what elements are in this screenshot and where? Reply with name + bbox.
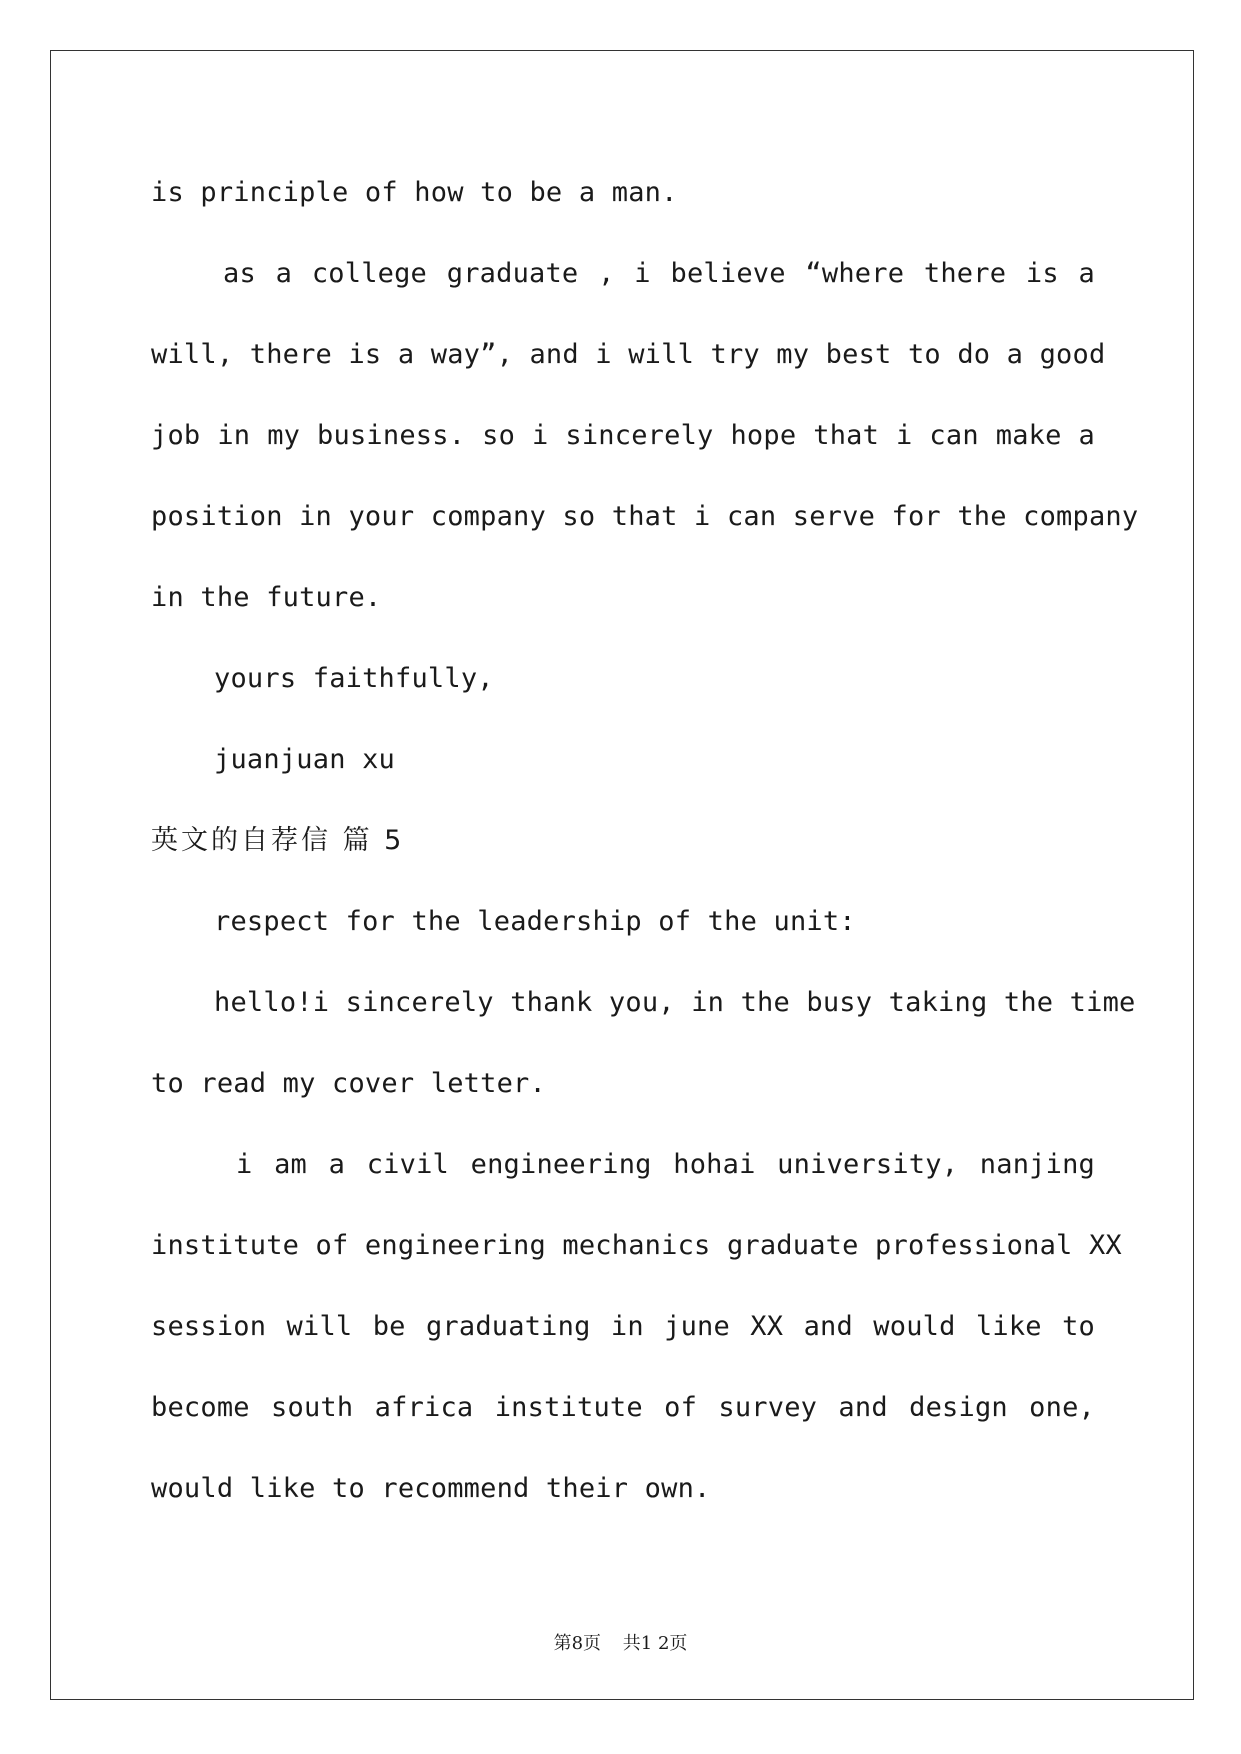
paragraph-line: as a college graduate , i believe “where there is a [223, 258, 1095, 289]
page-total: 共1 2页 [622, 1633, 688, 1654]
page-footer [0, 1632, 1241, 1656]
paragraph-line: to read my cover letter. [151, 1068, 546, 1099]
paragraph-line: is principle of how to be a man. [151, 177, 678, 208]
paragraph-line: position in your company so that i can serve for the company [151, 501, 1139, 532]
section-heading: 英文的自荐信 篇 5 [151, 825, 405, 856]
paragraph-line: i am a civil engineering hohai university, nanjing [236, 1149, 1095, 1180]
paragraph-line: in the future. [151, 582, 382, 613]
paragraph-line: institute of engineering mechanics graduate professional XX [151, 1230, 1122, 1261]
paragraph-line: would like to recommend their own. [151, 1473, 711, 1504]
paragraph-line: session will be graduating in june XX and would like to [151, 1311, 1095, 1342]
closing-line: yours faithfully, [214, 663, 494, 694]
paragraph-line: will, there is a way”, and i will try my best to do a good [151, 339, 1106, 370]
paragraph-line: hello!i sincerely thank you, in the busy taking the time [214, 987, 1136, 1018]
paragraph-line: become south africa institute of survey and design one, [151, 1392, 1095, 1423]
salutation-line: respect for the leadership of the unit: [214, 906, 856, 937]
page-frame [50, 50, 1194, 1700]
page-number: 第8页 [553, 1633, 602, 1654]
signature-line: juanjuan xu [214, 744, 396, 775]
paragraph-line: job in my business. so i sincerely hope that i can make a [151, 420, 1095, 451]
